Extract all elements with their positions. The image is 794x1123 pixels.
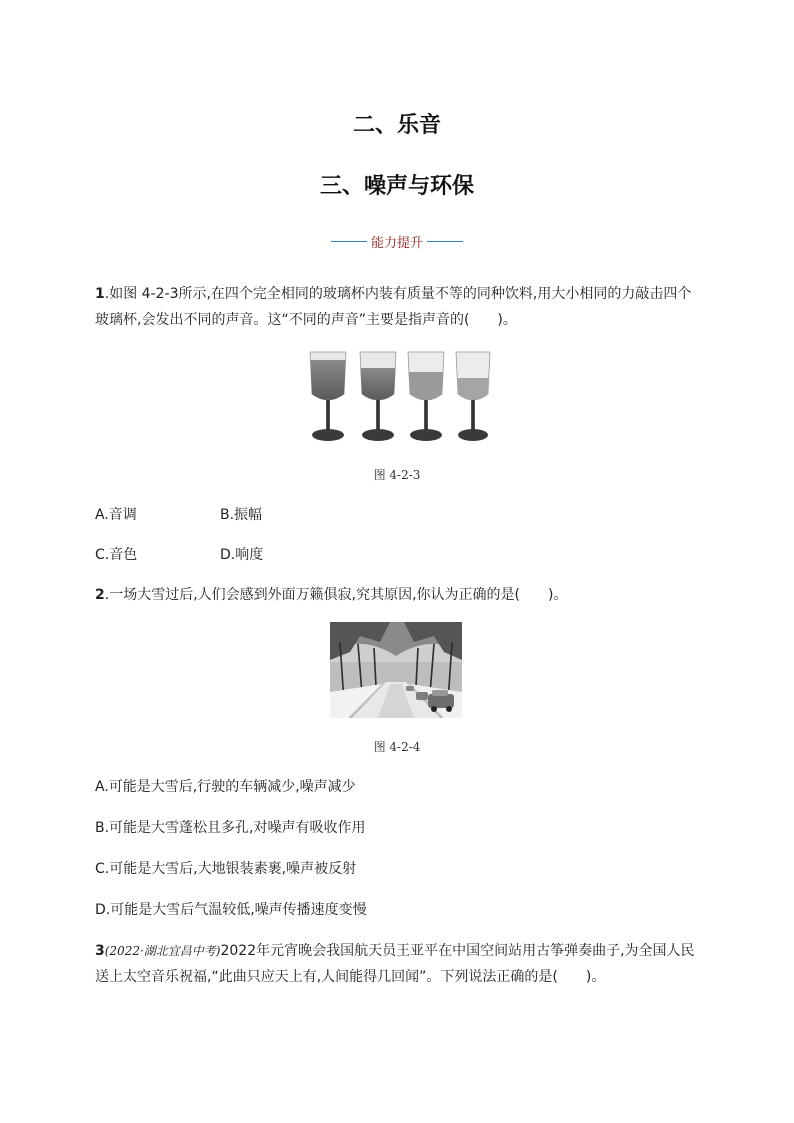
option-c: C.音色 [95,547,138,563]
glass-3 [408,352,444,441]
option-c: C.可能是大雪后,大地银装素裹,噪声被反射 [95,861,357,877]
question-number: 3 [95,943,105,959]
question-number: 2 [95,587,105,603]
question-2 [95,582,705,608]
question-text: .如图 4-2-3所示,在四个完全相同的玻璃杯内装有质量不等的同种饮料,用大小相同的力敲击四个玻璃杯,会发出不同的声音。这“不同的声音”主要是指声音的( )。 [95,286,692,328]
glass-4 [456,352,490,441]
option-d: D.可能是大雪后气温较低,噪声传播速度变慢 [95,902,367,918]
glasses-figure [300,348,496,446]
option-b: B.可能是大雪蓬松且多孔,对噪声有吸收作用 [95,820,366,836]
section-title: 能力提升 [370,236,423,251]
option-a: A.音调 [95,507,137,523]
section-banner [0,232,794,251]
snow-street-photo [330,622,462,718]
option-b: B.振幅 [220,507,263,523]
question-1 [95,281,705,333]
glass-1 [310,352,346,441]
question-text: 2022年元宵晚会我国航天员王亚平在中国空间站用古筝弹奏曲子,为全国人民送上太空音乐祝福,“此曲只应天上有,人间能得几回闻”。下列说法正确的是( )。 [95,943,695,985]
option-a: A.可能是大雪后,行驶的车辆减少,噪声减少 [95,779,356,795]
banner-left-rule [331,241,367,242]
page-title: 二、乐音 [352,113,441,138]
question-source: (2022·湖北宜昌中考) [104,944,221,958]
option-d: D.响度 [220,547,264,563]
question-text: .一场大雪过后,人们会感到外面万籁俱寂,究其原因,你认为正确的是( )。 [104,587,568,603]
question-number: 1 [95,286,105,302]
banner-right-rule [427,241,463,242]
question-3 [95,938,705,990]
glass-2 [360,352,396,441]
figure-caption: 图 4-2-4 [373,740,421,754]
page-subtitle: 三、噪声与环保 [319,174,474,199]
figure-caption: 图 4-2-3 [373,468,421,482]
